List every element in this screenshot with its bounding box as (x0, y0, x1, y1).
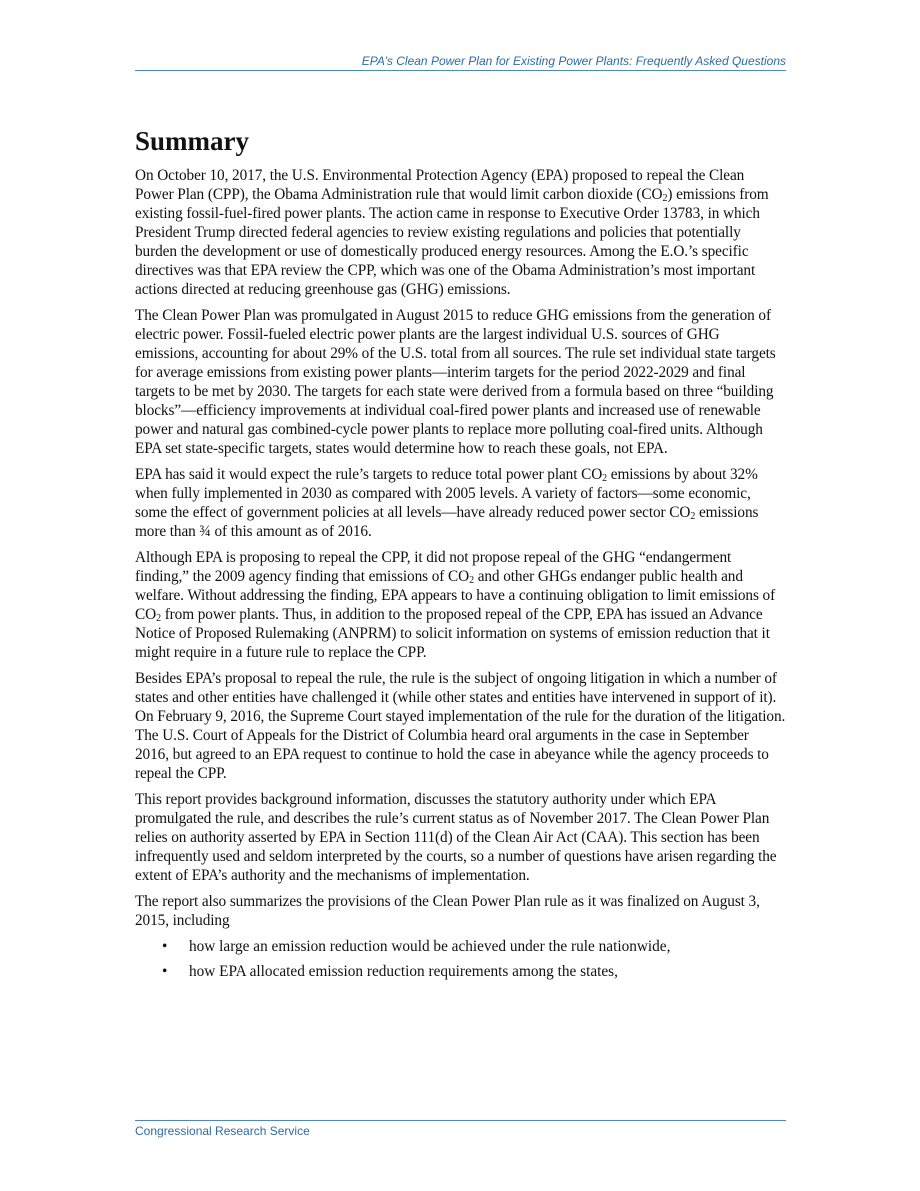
bullet-marker: • (162, 938, 168, 955)
running-header (135, 54, 786, 71)
summary-paragraph-1: On October 10, 2017, the U.S. Environmental Protection Agency (EPA) proposed to repeal the Clean Power Plan (CPP), the Obama Administration rule that would limit carbon dioxide $(CO_2)$ emissions from existing fossil-fuel-fired power plants. The action came in response to Executive Order 13783, in which President Trump directed federal agencies to review existing regulations and policies that potentially burden the development or use of domestically produced energy resources. Among the E.O.’s specific directives was that EPA review the CPP, which was one of the Obama Administration’s most important actions directed at reducing greenhouse gas (GHG) emissions. (135, 167, 769, 298)
summary-paragraph-7: The report also summarizes the provisions of the Clean Power Plan rule as it was finalized on August 3, 2015, including (135, 893, 760, 929)
summary-paragraph-2: The Clean Power Plan was promulgated in August 2015 to reduce GHG emissions from the generation of electric power. Fossil-fueled electric power plants are the largest individual U.S. sources of GHG emissions, accounting for about 29% of the U.S. total from all sources. The rule set individual state targets for average emissions from existing power plants—interim targets for the period 2022-2029 and final targets to be met by 2030. The targets for each state were derived from a formula based on three “building blocks”—efficiency improvements at individual coal-fired power plants and increased use of renewable power and natural gas combined-cycle power plants to replace more polluting coal-fired units. Although EPA set state-specific targets, states would determine how to reach these goals, not EPA. (135, 307, 776, 457)
footer-organization: Congressional Research Service (135, 1124, 310, 1138)
provisions-bullet-list (135, 937, 786, 981)
bullet-marker: • (162, 963, 168, 980)
summary-paragraph-5: Besides EPA’s proposal to repeal the rule, the rule is the subject of ongoing litigation in which a number of states and other entities have challenged it (while other states and entities have intervened in support of it). On February 9, 2016, the Supreme Court stayed implementation of the rule for the duration of the litigation. The U.S. Court of Appeals for the District of Columbia heard oral arguments in the case in September 2016, but agreed to an EPA request to continue to hold the case in abeyance while the agency proceeds to repeal the CPP. (135, 670, 786, 782)
summary-paragraph-3: EPA has said it would expect the rule’s targets to reduce total power plant $CO_2$ emissions by about 32% when fully implemented in 2030 as compared with 2005 levels. A variety of factors—some economic, some the effect of government policies at all levels—have already reduced power sector $CO_2$ emissions more than ¾ of this amount as of 2016. (135, 466, 759, 540)
summary-paragraph-6: This report provides background information, discusses the statutory authority under which EPA promulgated the rule, and describes the rule’s current status as of November 2017. The Clean Power Plan relies on authority asserted by EPA in Section 111(d) of the Clean Air Act (CAA). This section has been infrequently used and seldom interpreted by the courts, so a number of questions have arisen regarding the extent of EPA’s authority and the mechanisms of implementation. (135, 791, 777, 884)
section-title: Summary (135, 126, 249, 156)
page-content (135, 124, 786, 987)
summary-paragraph-4: Although EPA is proposing to repeal the CPP, it did not propose repeal of the GHG “endangerment finding,” the 2009 agency finding that emissions of $CO_2$ and other GHGs endanger public health and welfare. Without addressing the finding, EPA appears to have a continuing obligation to limit emissions of $CO_2$ from power plants. Thus, in addition to the proposed repeal of the CPP, EPA has issued an Advance Notice of Proposed Rulemaking (ANPRM) to solicit information on systems of emission reduction that it might require in a future rule to replace the CPP. (135, 549, 776, 661)
bullet-list-item: • how EPA allocated emission reduction requirements among the states, (162, 963, 618, 980)
running-footer (135, 1120, 786, 1138)
running-header-title: EPA’s Clean Power Plan for Existing Power Plants: Frequently Asked Questions (361, 54, 786, 68)
bullet-list-item: • how large an emission reduction would be achieved under the rule nationwide, (162, 938, 671, 955)
